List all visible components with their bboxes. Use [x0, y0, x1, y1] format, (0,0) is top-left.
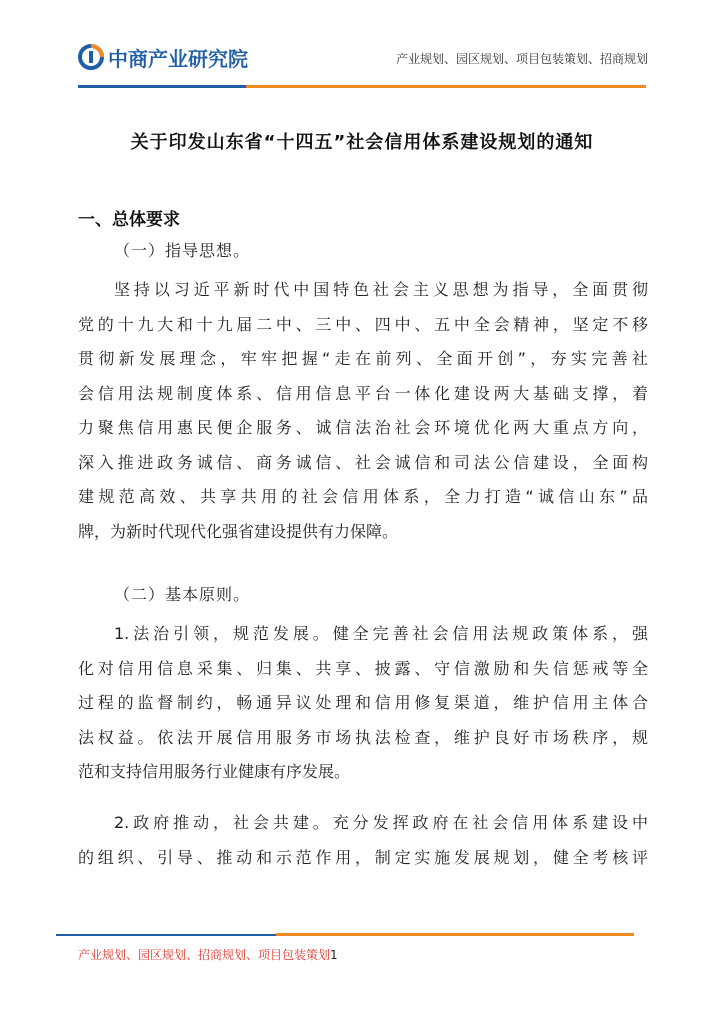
paragraph-line: 贯彻新发展理念，牢牢把握“走在前列、全面开创”，夯实完善社: [78, 349, 648, 368]
page-number: 1: [330, 948, 338, 962]
page-header: [0, 0, 724, 100]
paragraph-line: 坚持以习近平新时代中国特色社会主义思想为指导，全面贯彻: [114, 280, 648, 299]
paragraph-line: 力聚焦信用惠民便企服务、诚信法治社会环境优化两大重点方向，: [78, 418, 648, 437]
footer-divider-orange: [276, 933, 634, 936]
paragraph-line: 化对信用信息采集、归集、共享、披露、守信激励和失信惩戒等全: [78, 658, 648, 678]
paragraph-line: 2.政府推动，社会共建。充分发挥政府在社会信用体系建设中: [114, 813, 648, 832]
paragraph-line: 法权益。依法开展信用服务市场执法检查，维护良好市场秩序，规: [78, 727, 648, 747]
paragraph-line: 建规范高效、共享共用的社会信用体系，全力打造“诚信山东”品: [78, 487, 648, 506]
brand-logo: [78, 40, 248, 74]
subsection-heading-1: （一）指导思想。: [114, 241, 251, 260]
paragraph-line: 党的十九大和十九届二中、三中、四中、五中全会精神，坚定不移: [78, 314, 648, 334]
logo-text: 中商产业研究院: [108, 46, 248, 71]
paragraph-guiding-thought: [78, 273, 648, 549]
paragraph-line: 1.法治引领，规范发展。健全完善社会信用法规政策体系，强: [114, 624, 648, 643]
document-title: 关于印发山东省“十四五”社会信用体系建设规划的通知: [130, 132, 594, 153]
logo-icon: [78, 44, 104, 70]
header-divider-blue: [78, 85, 246, 88]
paragraph-line: 的组织、引导、推动和示范作用，制定实施发展规划，健全考核评: [78, 847, 648, 867]
paragraph-line: 范和支持信用服务行业健康有序发展。: [78, 762, 351, 781]
paragraph-line: 会信用法规制度体系、信用信息平台一体化建设两大基础支撑，着: [78, 383, 648, 403]
paragraph-line: 过程的监督制约，畅通异议处理和信用修复渠道，维护信用主体合: [78, 693, 648, 712]
paragraph-line: 深入推进政务诚信、商务诚信、社会诚信和司法公信建设，全面构: [78, 452, 648, 472]
section-heading: 一、总体要求: [78, 210, 180, 230]
paragraph-principle-2: [78, 806, 648, 875]
footer-divider-blue: [56, 934, 276, 936]
footer-tagline: 产业规划、园区规划、招商规划、项目包装策划: [78, 948, 331, 962]
header-tagline: 产业规划、园区规划、项目包装策划、招商规划: [395, 52, 648, 66]
page-footer: [78, 946, 338, 963]
subsection-heading-2: （二）基本原则。: [114, 585, 251, 604]
header-divider-orange: [246, 85, 646, 88]
paragraph-principle-1: [78, 617, 648, 790]
paragraph-line: 牌，为新时代现代化强省建设提供有力保障。: [78, 521, 399, 541]
